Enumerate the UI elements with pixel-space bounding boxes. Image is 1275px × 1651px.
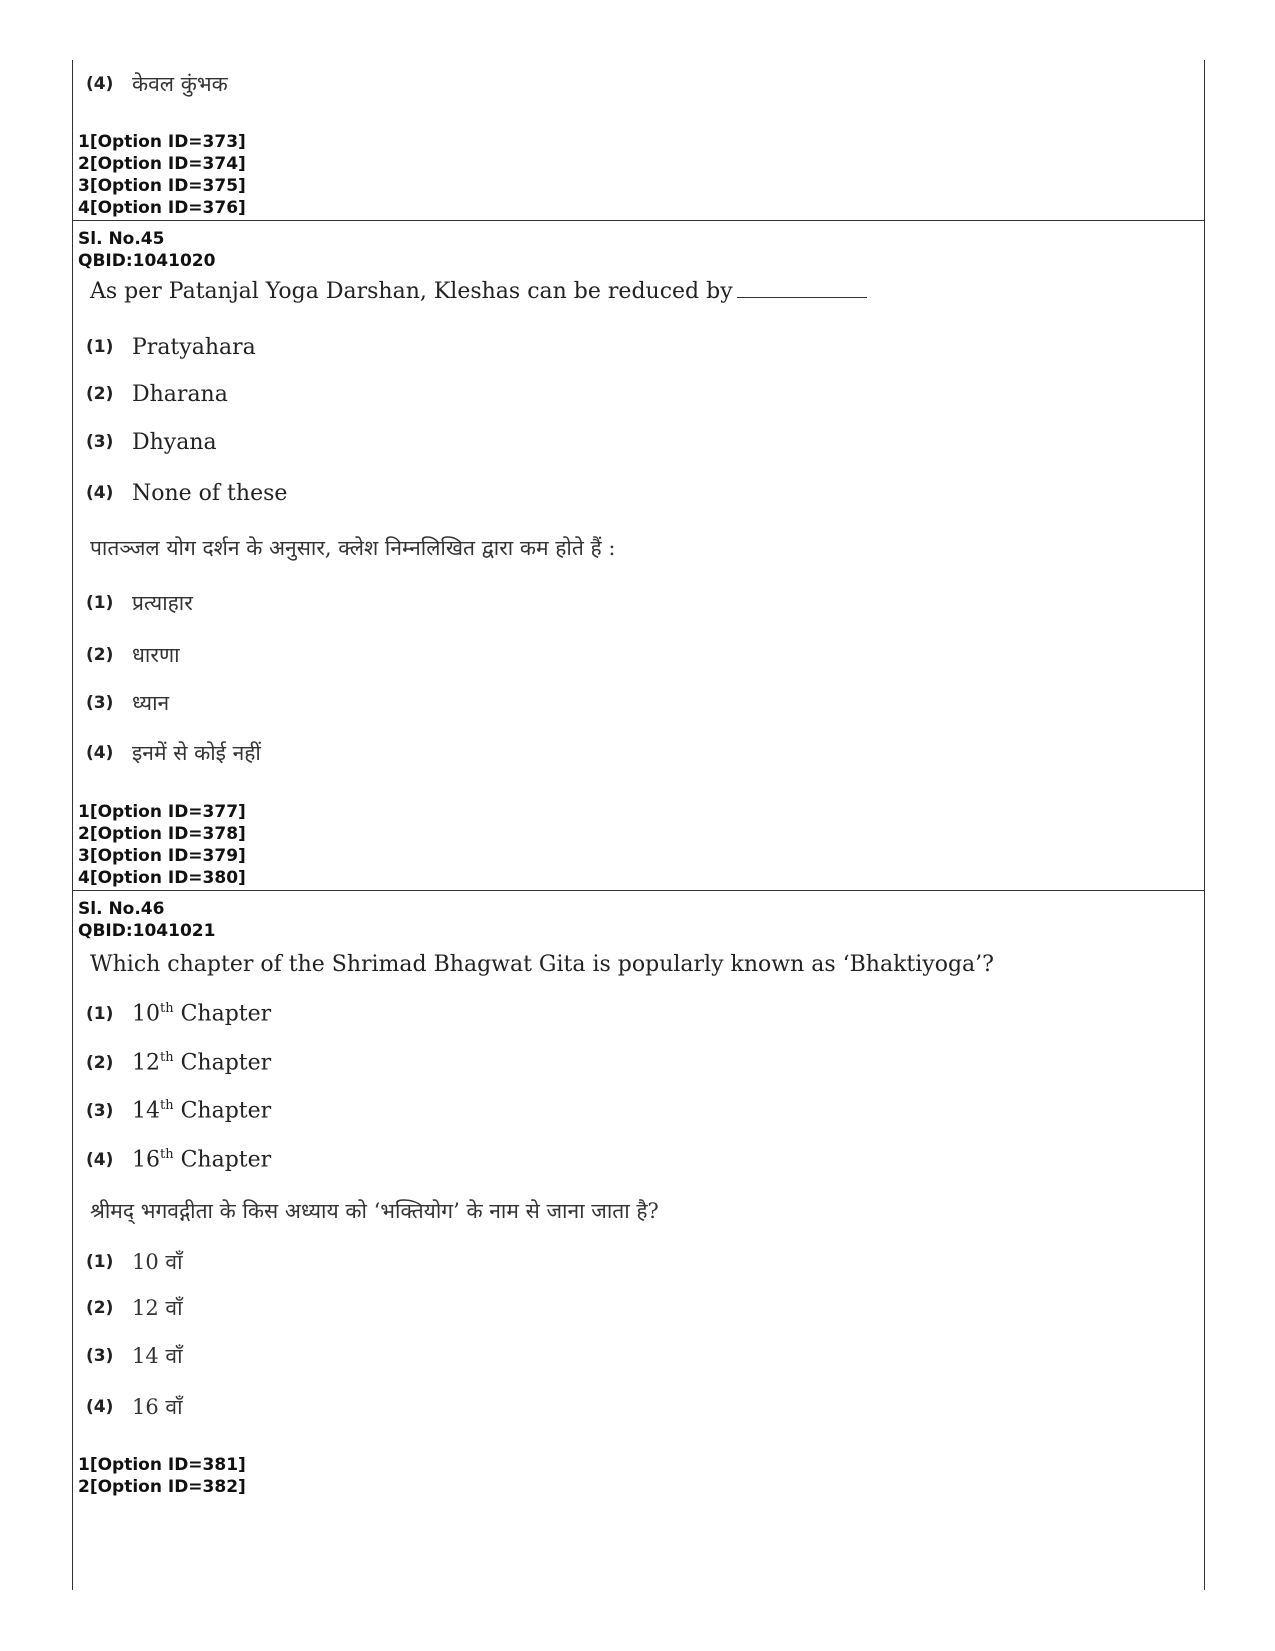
option-text: प्रत्याहार bbox=[132, 591, 193, 615]
option-id: 1[Option ID=381] bbox=[78, 1455, 246, 1475]
option-id: 3[Option ID=379] bbox=[78, 846, 246, 866]
option-text: 16 वाँ bbox=[132, 1395, 183, 1419]
option-id: 2[Option ID=382] bbox=[78, 1477, 246, 1497]
serial-number: Sl. No.46 bbox=[78, 899, 165, 919]
option-number: (2) bbox=[86, 1298, 114, 1318]
option-id: 4[Option ID=376] bbox=[78, 198, 246, 218]
option-text: 12th Chapter bbox=[132, 1050, 272, 1076]
option-number: (3) bbox=[86, 1101, 114, 1121]
q45-question-hi: पातञ्जल योग दर्शन के अनुसार, क्लेश निम्नलिखित द्वारा कम होते हैं : bbox=[90, 536, 616, 560]
q46-option-en-4 bbox=[86, 1145, 271, 1175]
q45-option-en-2 bbox=[86, 379, 228, 409]
option-text: 12 वाँ bbox=[132, 1296, 183, 1320]
option-id: 1[Option ID=377] bbox=[78, 802, 246, 822]
q46-question-hi: श्रीमद् भगवद्गीता के किस अध्याय को ‘भक्तियोग’ के नाम से जाना जाता है? bbox=[90, 1199, 659, 1223]
option-number: (4) bbox=[86, 1150, 114, 1170]
option-number: (4) bbox=[86, 74, 114, 94]
q45-option-hi-2 bbox=[86, 640, 180, 670]
option-text: 10th Chapter bbox=[132, 1001, 272, 1027]
q45-option-en-3 bbox=[86, 427, 217, 457]
question-text: As per Patanjal Yoga Darshan, Kleshas can be reduced by bbox=[90, 279, 733, 304]
q46-option-hi-2 bbox=[86, 1293, 183, 1323]
option-text: इनमें से कोई नहीं bbox=[132, 741, 261, 765]
option-text: ध्यान bbox=[132, 691, 170, 715]
prev-option-ids bbox=[78, 131, 246, 219]
option-number: (1) bbox=[86, 1252, 114, 1272]
option-number: (4) bbox=[86, 1397, 114, 1417]
section-divider bbox=[72, 220, 1205, 221]
option-number: (4) bbox=[86, 483, 114, 503]
q46-option-ids bbox=[78, 1454, 246, 1498]
option-number: (3) bbox=[86, 432, 114, 452]
q46-option-hi-4 bbox=[86, 1392, 183, 1422]
q46-option-hi-3 bbox=[86, 1341, 183, 1371]
option-number: (3) bbox=[86, 1346, 114, 1366]
q46-header bbox=[78, 898, 215, 942]
option-number: (1) bbox=[86, 337, 114, 357]
q45-option-hi-1 bbox=[86, 588, 193, 618]
q45-header bbox=[78, 228, 215, 272]
q45-option-en-4 bbox=[86, 478, 287, 508]
q46-option-en-1 bbox=[86, 999, 271, 1029]
q45-option-ids bbox=[78, 801, 246, 889]
answer-blank bbox=[737, 279, 867, 298]
qbid: QBID:1041020 bbox=[78, 251, 216, 271]
option-number: (1) bbox=[86, 593, 114, 613]
option-id: 4[Option ID=380] bbox=[78, 868, 246, 888]
option-id: 2[Option ID=374] bbox=[78, 154, 246, 174]
option-number: (4) bbox=[86, 743, 114, 763]
prev-option-4 bbox=[86, 69, 228, 99]
qbid: QBID:1041021 bbox=[78, 921, 216, 941]
option-number: (2) bbox=[86, 1053, 114, 1073]
q46-option-hi-1 bbox=[86, 1247, 183, 1277]
right-border bbox=[1204, 60, 1205, 1590]
option-text: Pratyahara bbox=[132, 334, 256, 360]
option-number: (2) bbox=[86, 384, 114, 404]
option-text: धारणा bbox=[132, 643, 180, 667]
q46-question-en: Which chapter of the Shrimad Bhagwat Gita is popularly known as ‘Bhaktiyoga’? bbox=[90, 952, 994, 977]
q45-option-en-1 bbox=[86, 332, 256, 362]
option-text: 14 वाँ bbox=[132, 1344, 183, 1368]
question-paper-page bbox=[72, 60, 1205, 1590]
q46-option-en-3 bbox=[86, 1096, 271, 1126]
section-divider bbox=[72, 890, 1205, 891]
option-text: Dharana bbox=[132, 381, 228, 407]
q45-question-en bbox=[90, 279, 867, 304]
option-text: 16th Chapter bbox=[132, 1147, 272, 1173]
q45-option-hi-4 bbox=[86, 738, 261, 768]
option-id: 1[Option ID=373] bbox=[78, 132, 246, 152]
option-number: (2) bbox=[86, 645, 114, 665]
option-number: (3) bbox=[86, 693, 114, 713]
serial-number: Sl. No.45 bbox=[78, 229, 165, 249]
left-border bbox=[72, 60, 73, 1590]
option-text: 14th Chapter bbox=[132, 1098, 272, 1124]
q46-option-en-2 bbox=[86, 1048, 271, 1078]
q45-option-hi-3 bbox=[86, 688, 169, 718]
option-id: 2[Option ID=378] bbox=[78, 824, 246, 844]
option-id: 3[Option ID=375] bbox=[78, 176, 246, 196]
option-text: केवल कुंभक bbox=[132, 72, 228, 96]
option-text: Dhyana bbox=[132, 429, 217, 455]
option-text: None of these bbox=[132, 480, 288, 506]
option-text: 10 वाँ bbox=[132, 1250, 183, 1274]
option-number: (1) bbox=[86, 1004, 114, 1024]
